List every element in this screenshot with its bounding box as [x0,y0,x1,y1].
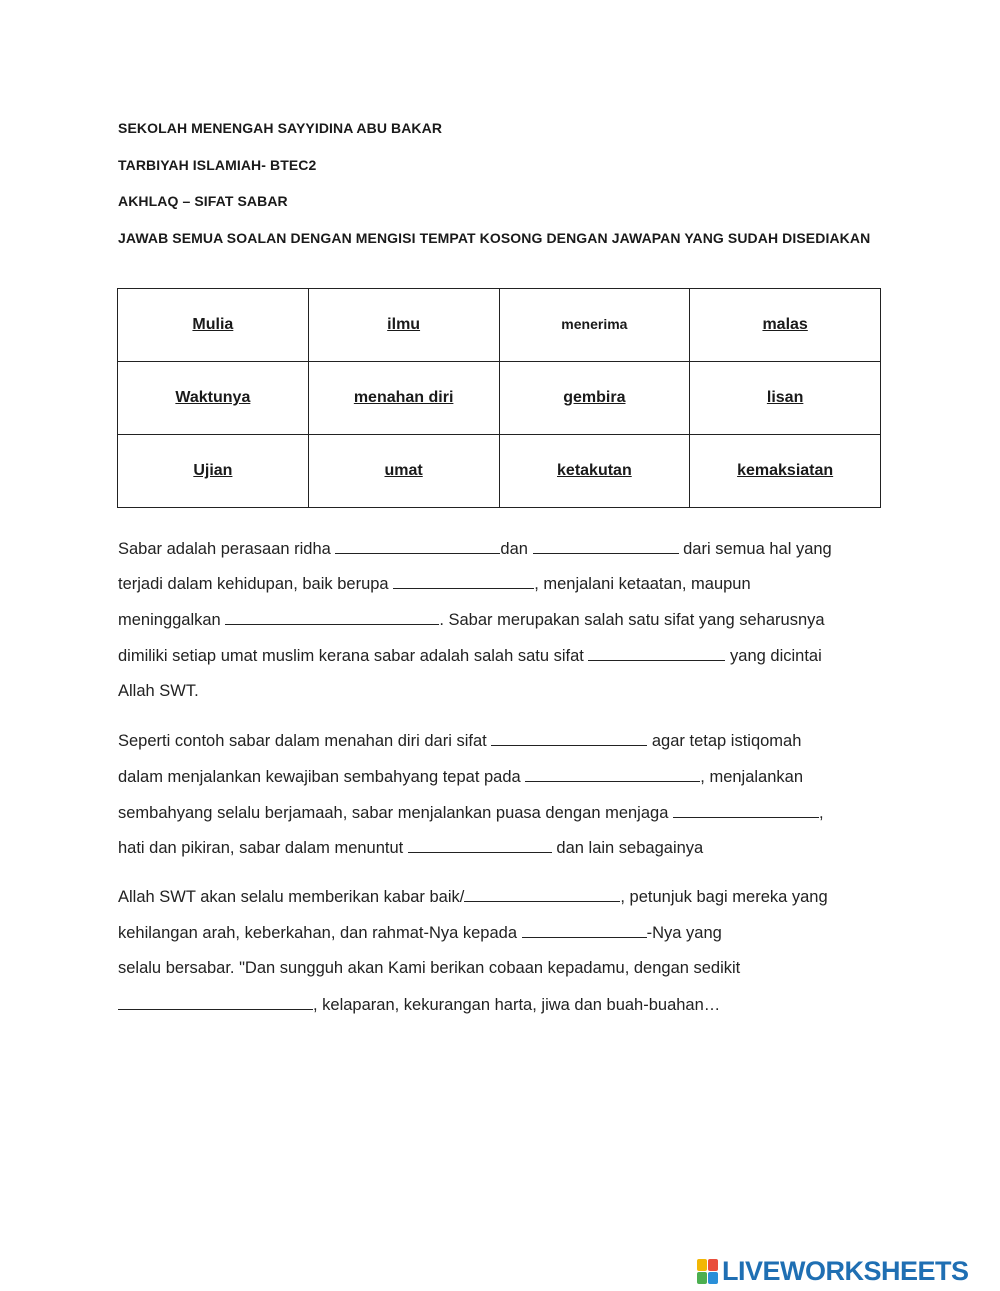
text-segment: dalam menjalankan kewajiban sembahyang tepat pada [118,768,526,786]
text-segment: kehilangan arah, keberkahan, dan rahmat-Nya kepada [118,924,522,942]
paragraph2-line3 [118,803,824,823]
text-segment: selalu bersabar. "Dan sungguh akan Kami berikan cobaan kepadamu, dengan sedikit [118,959,741,977]
word-cell [499,362,690,435]
word-label: gembira [563,389,626,406]
paragraph1-line1 [118,539,832,559]
text-segment: -Nya yang [646,924,722,942]
text-segment: hati dan pikiran, sabar dalam menuntut [118,839,408,857]
word-cell [118,289,309,362]
text-segment: yang dicintai [725,647,822,665]
word-cell [118,362,309,435]
text-segment: sembahyang selalu berjamaah, sabar menjalankan puasa dengan menjaga [118,804,673,822]
answer-blank[interactable] [525,767,700,782]
paragraph1-line2 [118,574,751,594]
text-segment: dimiliki setiap umat muslim kerana sabar adalah salah satu sifat [118,647,589,665]
word-cell [308,435,499,508]
text-segment: , [818,804,824,822]
answer-blank[interactable] [464,887,620,902]
instruction-text: JAWAB SEMUA SOALAN DENGAN MENGISI TEMPAT KOSONG DENGAN JAWAPAN YANG SUDAH DISEDIAKAN [118,230,871,246]
text-segment: dan [500,540,533,558]
word-label: Ujian [193,462,233,479]
paragraph3-line4 [118,995,720,1015]
paragraph1-line3 [118,610,825,630]
word-bank-table [117,288,881,508]
word-label: lisan [766,389,804,406]
logo-mark-icon [697,1259,718,1284]
topic-title: AKHLAQ – SIFAT SABAR [118,193,288,209]
text-segment: meninggalkan [118,611,226,629]
answer-blank[interactable] [335,539,500,554]
text-segment: Seperti contoh sabar dalam menahan diri dari sifat [118,732,492,750]
answer-blank[interactable] [408,838,552,853]
answer-blank[interactable] [491,731,647,746]
table-row [118,362,881,435]
liveworksheets-logo [697,1256,969,1286]
text-segment: Sabar adalah perasaan ridha [118,540,336,558]
logo-text: LIVEWORKSHEETS [722,1255,969,1286]
subject-title: TARBIYAH ISLAMIAH- BTEC2 [118,157,317,173]
word-cell [690,435,881,508]
text-segment: , menjalani ketaatan, maupun [534,575,751,593]
text-segment: Allah SWT akan selalu memberikan kabar baik/ [118,888,465,906]
word-label: umat [384,462,423,479]
answer-blank[interactable] [118,995,313,1010]
word-label: Mulia [192,316,234,333]
answer-blank[interactable] [522,923,647,938]
word-label: kemaksiatan [737,462,834,479]
text-segment: , menjalankan [700,768,804,786]
paragraph3-line3 [118,959,740,978]
paragraph2-line4 [118,838,703,858]
word-label: ilmu [387,316,421,333]
word-cell [499,435,690,508]
word-label: malas [762,316,808,333]
table-row [118,435,881,508]
text-segment: , kelaparan, kekurangan harta, jiwa dan buah-buahan… [313,996,721,1014]
answer-blank[interactable] [588,646,725,661]
answer-blank[interactable] [673,803,819,818]
text-segment: dan lain sebagainya [551,839,704,857]
word-cell [308,362,499,435]
word-label: menerima [561,316,628,332]
answer-blank[interactable] [393,574,534,589]
answer-blank[interactable] [225,610,439,625]
word-cell [690,289,881,362]
word-label: ketakutan [557,462,632,479]
word-cell [499,289,690,362]
paragraph3-line2 [118,923,722,943]
paragraph1-line4 [118,646,822,666]
word-cell [308,289,499,362]
word-cell [118,435,309,508]
text-segment: Allah SWT. [118,682,199,700]
text-segment: terjadi dalam kehidupan, baik berupa [118,575,394,593]
word-label: menahan diri [353,389,454,406]
text-segment: agar tetap istiqomah [647,732,802,750]
paragraph2-line2 [118,767,803,787]
table-row [118,289,881,362]
text-segment: dari semua hal yang [678,540,832,558]
text-segment: , petunjuk bagi mereka yang [620,888,828,906]
paragraph2-line1 [118,731,801,751]
paragraph1-line5 [118,682,199,701]
word-cell [690,362,881,435]
school-name: SEKOLAH MENENGAH SAYYIDINA ABU BAKAR [118,120,443,136]
word-label: Waktunya [175,389,251,406]
answer-blank[interactable] [533,539,679,554]
text-segment: . Sabar merupakan salah satu sifat yang seharusnya [439,611,825,629]
paragraph3-line1 [118,887,828,907]
